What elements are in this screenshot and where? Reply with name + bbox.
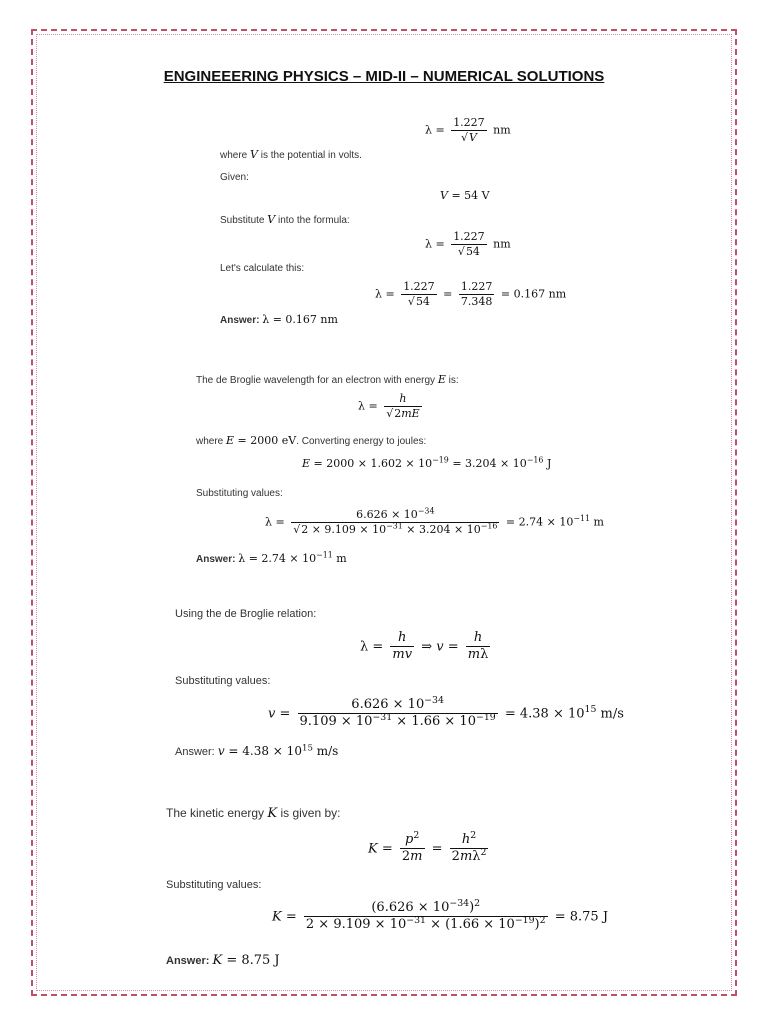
s1-answer: Answer: λ = 0.167 nm [220,313,338,326]
s2-subst-label: Substituting values: [196,488,283,499]
s3-answer: Answer: $v = 4.38 \times 10^{15}$ m/s [175,743,339,758]
s3-intro-text: Using the de Broglie relation: [175,608,317,620]
equation-s2-result: λ = $\frac{6.626 \times 10^{-34}}{√2 \times 9.109 \times 10^{-31} \times 3.204 \times 10^{-16}}$ = $2.74 \times 10^{-11}$ m [265,506,604,536]
s2-answer: Answer: $\lambda = 2.74 \times 10^{-11}$ m [196,550,347,565]
equation-s3-result: v = $\frac{6.626 \times 10^{-34}}{9.109 \times 10^{-31} \times 1.66 \times 10^{-19}}$ = $4.38 \times 10^{15}$ m/s [268,694,624,730]
s1-substitute-text: Substitute V into the formula: [220,213,350,226]
equation-s3-relation: λ = $\frac{h}{mv}$ ⇒ v = $\frac{h}{m\lambda}$ [360,630,489,663]
s1-given-label: Given: [220,172,249,183]
equation-s2-energy: $E = 2000 \times 1.602 \times 10^{-19} = 3.204 \times 10^{-16}$ J [302,455,552,470]
s4-answer: Answer: K = 8.75 J [166,953,280,968]
equation-s4-formula: K = $\frac{p^2}{2m}$ = $\frac{h^2}{2m\lambda^2}$ [368,829,487,865]
s2-intro-text: The de Broglie wavelength for an electron with energy E is: [196,373,459,386]
s2-where-text: where E = 2000 eV. Converting energy to joules: [196,434,427,447]
equation-s2-formula: λ = $\frac{h}{√2mE}$ [358,392,420,420]
equation-s4-result: K = $\frac{(6.626 \times 10^{-34})^2}{2 \times 9.109 \times 10^{-31} \times (1.66 \times 10^{-19})^2}$ = 8.75 J [272,897,609,933]
equation-s1-given: V = 54 V [440,189,490,202]
s3-subst-label: Substituting values: [175,675,271,687]
s4-intro-text: The kinetic energy K is given by: [166,806,341,821]
s1-calc-label: Let's calculate this: [220,263,305,274]
s4-subst-label: Substituting values: [166,879,262,891]
equation-s1-result: λ = $\frac{1.227}{√54}$ = $\frac{1.227}{7.348}$ = 0.167 nm [375,280,567,308]
s1-where-text: where V is the potential in volts. [220,148,362,161]
equation-s1-formula: λ = $\frac{1.227}{√V}$ nm [425,116,511,144]
page-title: ENGINEEERING PHYSICS – MID-II – NUMERICAL SOLUTIONS [163,68,605,85]
equation-s1-substituted: λ = $\frac{1.227}{√54}$ nm [425,230,511,258]
